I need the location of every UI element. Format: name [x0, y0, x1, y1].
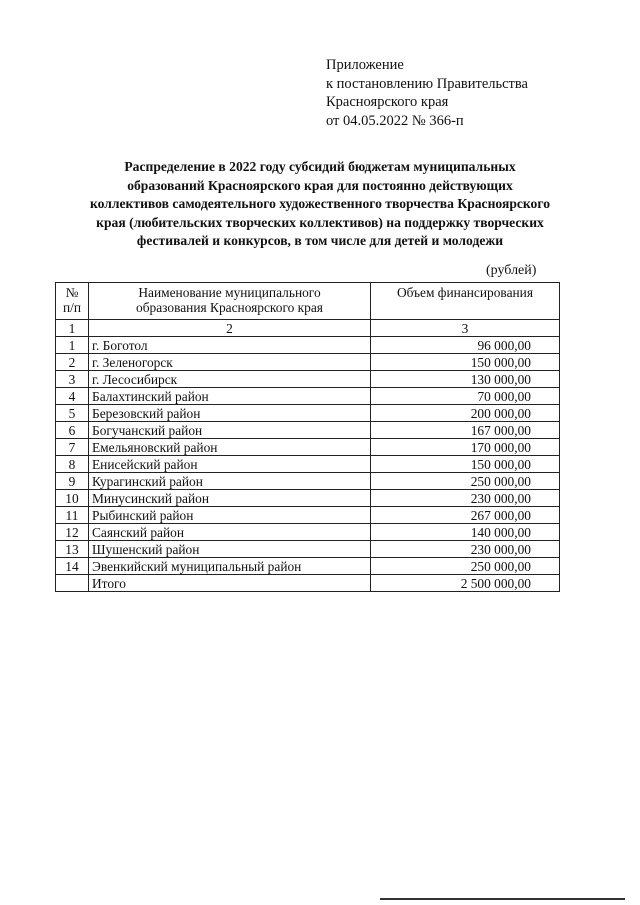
total-row — [56, 575, 560, 592]
row-name: Енисейский район — [89, 456, 371, 473]
row-number: 14 — [56, 558, 89, 575]
row-number: 5 — [56, 405, 89, 422]
row-amount: 130 000,00 — [371, 371, 560, 388]
row-amount: 250 000,00 — [371, 473, 560, 490]
table-row — [56, 524, 560, 541]
table-row — [56, 558, 560, 575]
row-amount: 150 000,00 — [371, 354, 560, 371]
table-row — [56, 541, 560, 558]
total-label: Итого — [89, 575, 371, 592]
header-num-line: п/п — [62, 300, 82, 315]
column-numbers-row — [56, 320, 560, 337]
funding-table — [55, 282, 560, 592]
table-row — [56, 473, 560, 490]
title-line: края (любительских творческих коллективов) на поддержку творческих — [96, 214, 544, 230]
row-amount: 230 000,00 — [371, 541, 560, 558]
header-amount: Объем финансирования — [371, 283, 560, 320]
row-name: Саянский район — [89, 524, 371, 541]
title-line: коллективов самодеятельного художественного творчества Красноярского — [90, 196, 550, 212]
header-num — [56, 283, 89, 320]
row-amount: 200 000,00 — [371, 405, 560, 422]
row-name: г. Боготол — [89, 337, 371, 354]
table-row — [56, 422, 560, 439]
row-amount: 150 000,00 — [371, 456, 560, 473]
total-amount: 2 500 000,00 — [371, 575, 560, 592]
table-row — [56, 388, 560, 405]
row-number: 11 — [56, 507, 89, 524]
row-number: 12 — [56, 524, 89, 541]
row-number: 2 — [56, 354, 89, 371]
row-name: г. Лесосибирск — [89, 371, 371, 388]
row-number: 4 — [56, 388, 89, 405]
document-title — [60, 158, 580, 251]
table-row — [56, 337, 560, 354]
row-amount: 96 000,00 — [371, 337, 560, 354]
row-number: 13 — [56, 541, 89, 558]
title-line: образований Красноярского края для постоянно действующих — [127, 177, 513, 193]
row-name: Богучанский район — [89, 422, 371, 439]
row-number: 3 — [56, 371, 89, 388]
table-row — [56, 371, 560, 388]
row-number: 6 — [56, 422, 89, 439]
table-row — [56, 507, 560, 524]
table-row — [56, 490, 560, 507]
table-header-row — [56, 283, 560, 320]
row-amount: 250 000,00 — [371, 558, 560, 575]
footer-rule — [380, 898, 625, 900]
row-name: Шушенский район — [89, 541, 371, 558]
appendix-header — [326, 56, 528, 130]
title-line: Распределение в 2022 году субсидий бюджетам муниципальных — [124, 159, 516, 174]
currency-unit: (рублей) — [486, 263, 537, 278]
row-name: Емельяновский район — [89, 439, 371, 456]
row-name: Березовский район — [89, 405, 371, 422]
table-row — [56, 439, 560, 456]
appendix-line: от 04.05.2022 № 366-п — [326, 112, 464, 129]
header-name-line: Наименование муниципального — [138, 285, 321, 300]
appendix-line: Красноярского края — [326, 94, 449, 110]
column-number: 2 — [89, 320, 371, 337]
row-number: 7 — [56, 439, 89, 456]
row-name: Балахтинский район — [89, 388, 371, 405]
title-line: фестивалей и конкурсов, в том числе для детей и молодежи — [136, 233, 504, 249]
row-name: Рыбинский район — [89, 507, 371, 524]
row-amount: 170 000,00 — [371, 439, 560, 456]
total-empty-cell — [56, 575, 89, 592]
row-name: Курагинский район — [89, 473, 371, 490]
row-number: 9 — [56, 473, 89, 490]
column-number: 3 — [371, 320, 560, 337]
header-name-line: образования Красноярского края — [136, 300, 323, 315]
row-amount: 230 000,00 — [371, 490, 560, 507]
header-name — [89, 283, 371, 320]
row-amount: 167 000,00 — [371, 422, 560, 439]
table-row — [56, 354, 560, 371]
appendix-line: к постановлению Правительства — [326, 75, 528, 92]
table-row — [56, 456, 560, 473]
header-num-line: № — [65, 285, 79, 300]
column-number: 1 — [56, 320, 89, 337]
row-number: 1 — [56, 337, 89, 354]
row-amount: 267 000,00 — [371, 507, 560, 524]
row-amount: 140 000,00 — [371, 524, 560, 541]
row-name: Эвенкийский муниципальный район — [89, 558, 371, 575]
table-row — [56, 405, 560, 422]
appendix-line: Приложение — [326, 57, 404, 73]
row-number: 10 — [56, 490, 89, 507]
row-name: г. Зеленогорск — [89, 354, 371, 371]
row-number: 8 — [56, 456, 89, 473]
row-amount: 70 000,00 — [371, 388, 560, 405]
row-name: Минусинский район — [89, 490, 371, 507]
